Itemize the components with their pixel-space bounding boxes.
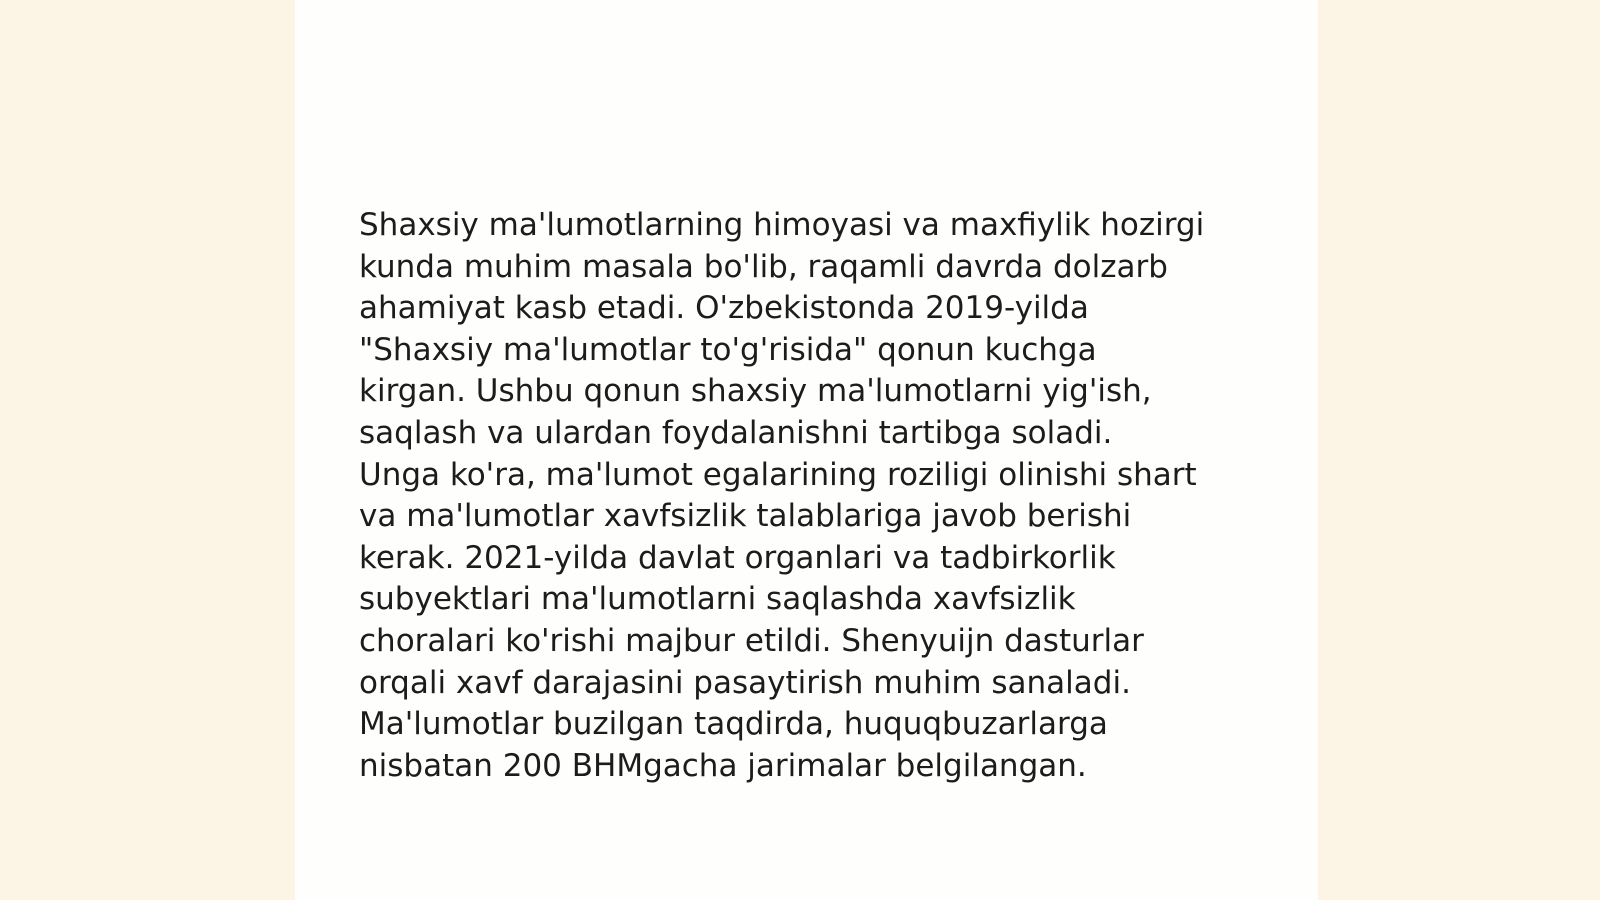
- paragraph-line: Shaxsiy ma'lumotlarning himoyasi va maxfiylik hozirgi: [359, 207, 1205, 243]
- document-page: [295, 0, 1318, 900]
- paragraph-line: Unga ko'ra, ma'lumot egalarining roziligi olinishi shart: [359, 456, 1197, 493]
- paragraph-line: choralari ko'rishi majbur etildi. Shenyuijn dasturlar: [359, 622, 1144, 659]
- paragraph-line: saqlash va ulardan foydalanishni tartibga soladi.: [359, 414, 1113, 451]
- paragraph-line: kerak. 2021-yilda davlat organlari va tadbirkorlik: [359, 539, 1116, 576]
- paragraph-line: kirgan. Ushbu qonun shaxsiy ma'lumotlarni yig'ish,: [359, 373, 1152, 410]
- paragraph-line: "Shaxsiy ma'lumotlar to'g'risida" qonun kuchga: [359, 331, 1097, 368]
- paragraph-line: kunda muhim masala bo'lib, raqamli davrda dolzarb: [359, 248, 1168, 285]
- paragraph-line: va ma'lumotlar xavfsizlik talablariga javob berishi: [359, 498, 1132, 535]
- paragraph-line: ahamiyat kasb etadi. O'zbekistonda 2019-yilda: [359, 290, 1089, 327]
- paragraph-line: nisbatan 200 BHMgacha jarimalar belgilangan.: [359, 747, 1087, 784]
- paragraph-line: subyektlari ma'lumotlarni saqlashda xavfsizlik: [359, 581, 1076, 618]
- paragraph-line: orqali xavf darajasini pasaytirish muhim sanaladi.: [359, 664, 1131, 701]
- paragraph-line: Ma'lumotlar buzilgan taqdirda, huquqbuzarlarga: [359, 706, 1108, 743]
- body-paragraph: [359, 205, 1259, 787]
